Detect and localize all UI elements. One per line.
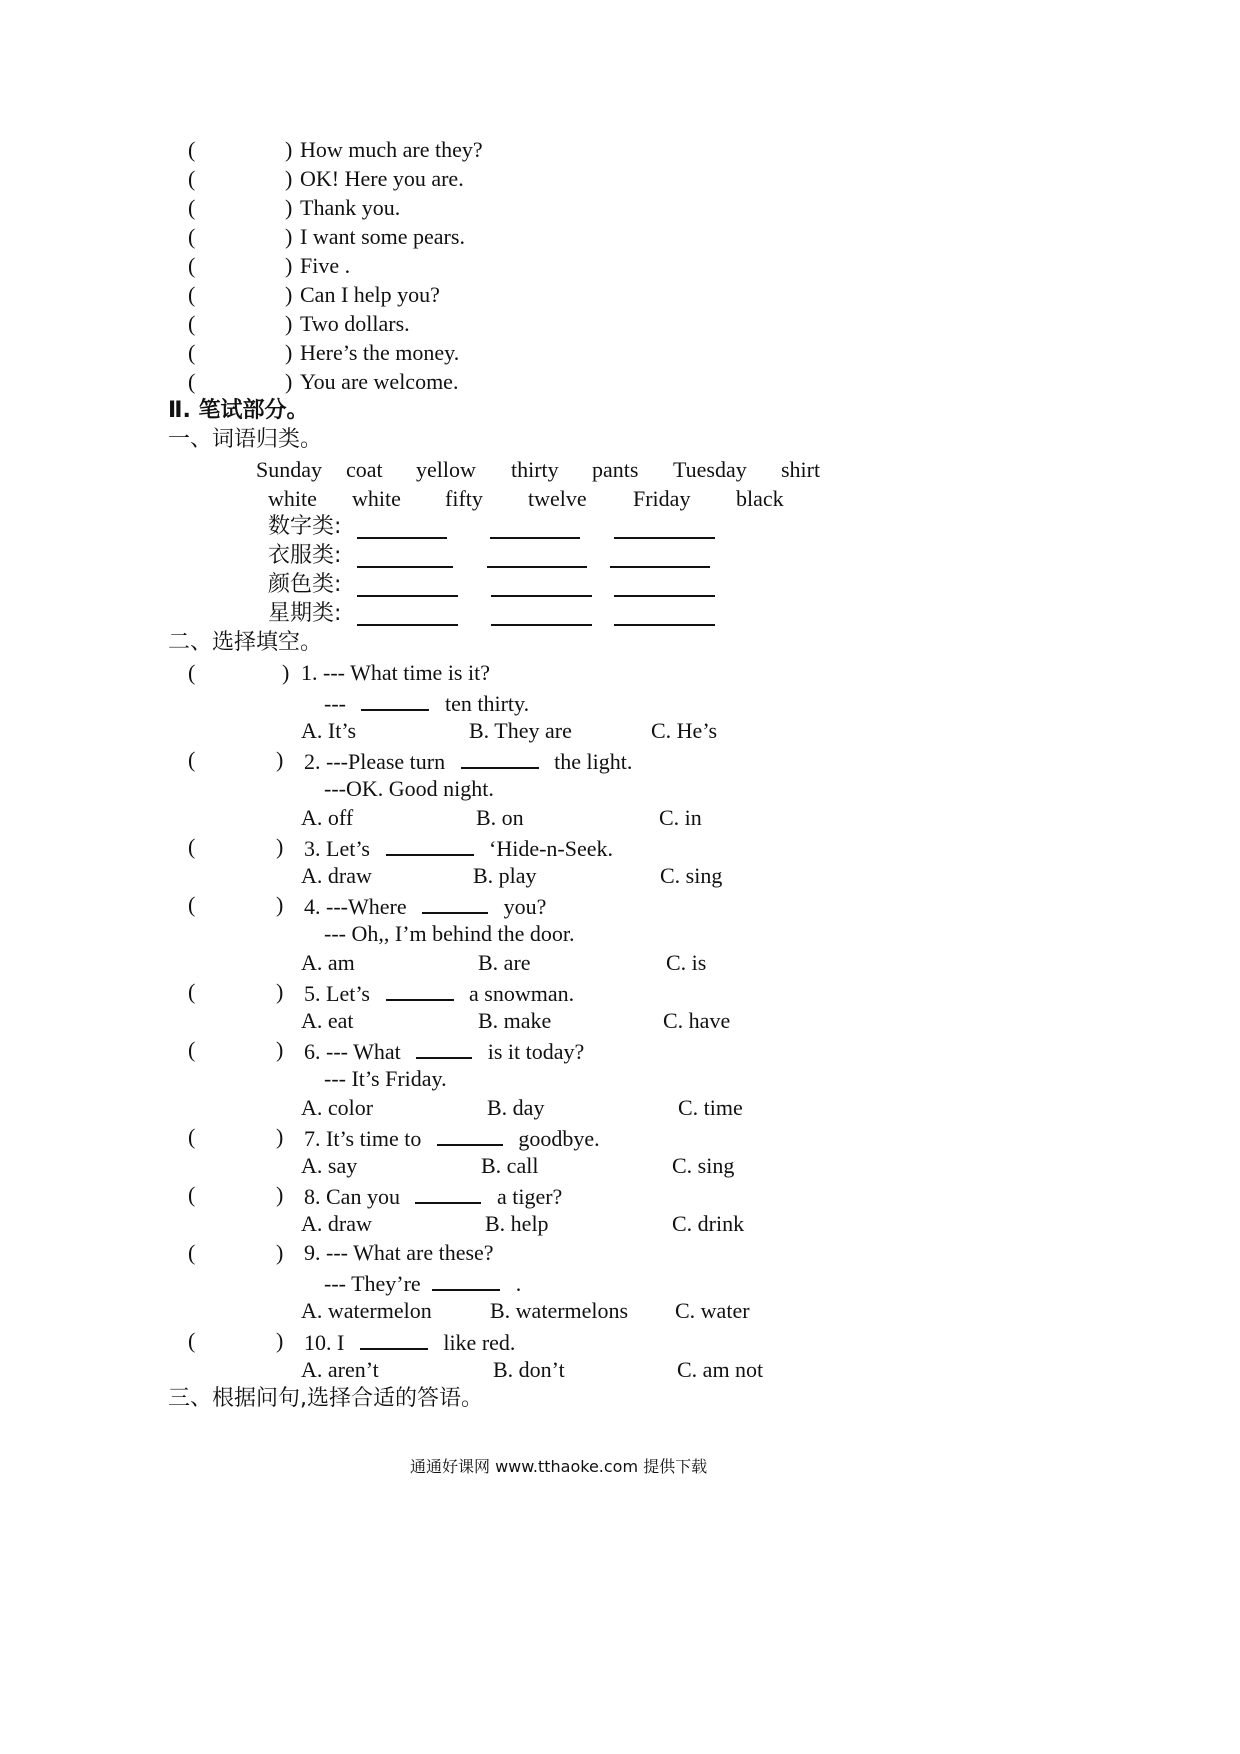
page-footer: 通通好课网 www.tthaoke.com 提供下载: [410, 1457, 708, 1476]
option-a: A. aren’t: [301, 1357, 379, 1382]
answer-paren-open: (: [188, 1240, 196, 1265]
answer-blank[interactable]: [491, 622, 592, 626]
answer-blank[interactable]: [461, 745, 539, 769]
part3-title: 三、根据问句,选择合适的答语。: [168, 1386, 483, 1411]
answer-blank[interactable]: [361, 687, 429, 711]
option-b: B. call: [481, 1153, 539, 1178]
option-a: A. eat: [301, 1008, 354, 1033]
answer-blank[interactable]: [357, 535, 447, 539]
answer-paren-close: ): [276, 892, 284, 917]
answer-paren-open: (: [188, 660, 196, 685]
option-a: A. draw: [301, 863, 372, 888]
question-text: 9. --- What are these?: [304, 1240, 494, 1265]
option-a: A. It’s: [301, 718, 356, 743]
question-text: 8. Can you a tiger?: [304, 1180, 562, 1212]
option-a: A. say: [301, 1153, 358, 1178]
answer-paren-close: ): [276, 1240, 284, 1265]
answer-paren-close: ): [285, 137, 293, 162]
ordering-sentence: Two dollars.: [300, 311, 410, 336]
answer-blank[interactable]: [432, 1267, 500, 1291]
option-b: B. day: [487, 1095, 545, 1120]
ordering-sentence: Can I help you?: [300, 282, 440, 307]
word-bank-item: white: [352, 486, 401, 511]
option-c: C. sing: [672, 1153, 735, 1178]
question-number: 4.: [304, 894, 321, 919]
question-number: 2.: [304, 749, 321, 774]
answer-paren-close: ): [276, 1124, 284, 1149]
answer-paren-open: (: [188, 137, 196, 162]
option-a: A. off: [301, 805, 354, 830]
answer-paren-open: (: [188, 340, 196, 365]
answer-paren-open: (: [188, 747, 196, 772]
question-text: 7. It’s time to goodbye.: [304, 1122, 600, 1154]
answer-paren-open: (: [188, 1124, 196, 1149]
answer-paren-open: (: [188, 253, 196, 278]
category-label: 衣服类:: [268, 543, 342, 568]
question-prompt: --- What time is it?: [323, 660, 490, 685]
answer-paren-close: ): [285, 311, 293, 336]
word-bank-item: Friday: [633, 486, 691, 511]
option-a: A. am: [301, 950, 355, 975]
question-number: 10.: [304, 1330, 332, 1355]
option-c: C. water: [675, 1298, 750, 1323]
answer-blank[interactable]: [415, 1180, 481, 1204]
question-number: 8.: [304, 1184, 321, 1209]
answer-paren-open: (: [188, 1037, 196, 1062]
answer-blank[interactable]: [487, 564, 587, 568]
answer-paren-close: ): [276, 1037, 284, 1062]
answer-paren-open: (: [188, 834, 196, 859]
answer-blank[interactable]: [491, 593, 592, 597]
ordering-sentence: Thank you.: [300, 195, 401, 220]
answer-paren-close: ): [285, 195, 293, 220]
answer-blank[interactable]: [614, 622, 715, 626]
word-bank-item: fifty: [445, 486, 483, 511]
word-bank-item: pants: [592, 457, 639, 482]
question-number: 5.: [304, 981, 321, 1006]
category-label: 星期类:: [268, 601, 342, 626]
answer-paren-open: (: [188, 979, 196, 1004]
question-reply: --- ten thirty.: [324, 687, 529, 719]
answer-blank[interactable]: [490, 535, 580, 539]
option-c: C. He’s: [651, 718, 717, 743]
answer-blank[interactable]: [610, 564, 710, 568]
answer-blank[interactable]: [386, 832, 474, 856]
question-number: 1.: [301, 660, 318, 685]
word-bank-item: Sunday: [256, 457, 322, 482]
word-bank-item: coat: [346, 457, 383, 482]
answer-paren-open: (: [188, 311, 196, 336]
answer-paren-open: (: [188, 224, 196, 249]
question-number: 6.: [304, 1039, 321, 1064]
answer-paren-open: (: [188, 892, 196, 917]
word-bank-item: yellow: [416, 457, 476, 482]
option-b: B. make: [478, 1008, 552, 1033]
option-a: A. draw: [301, 1211, 372, 1236]
answer-blank[interactable]: [386, 977, 454, 1001]
answer-paren-close: ): [276, 979, 284, 1004]
answer-paren-close: ): [285, 224, 293, 249]
ordering-sentence: OK! Here you are.: [300, 166, 464, 191]
answer-paren-open: (: [188, 1328, 196, 1353]
category-label: 颜色类:: [268, 572, 342, 597]
answer-blank[interactable]: [416, 1035, 472, 1059]
question-text: [301, 658, 490, 688]
ordering-sentence: Here’s the money.: [300, 340, 460, 365]
option-b: B. are: [478, 950, 531, 975]
word-bank-item: shirt: [781, 457, 821, 482]
answer-paren-open: (: [188, 1182, 196, 1207]
option-b: B. watermelons: [490, 1298, 629, 1323]
answer-paren-open: (: [188, 282, 196, 307]
answer-blank[interactable]: [357, 564, 453, 568]
answer-paren-close: ): [285, 166, 293, 191]
option-c: C. in: [659, 805, 702, 830]
option-b: B. play: [473, 863, 537, 888]
answer-blank[interactable]: [357, 622, 458, 626]
option-c: C. am not: [677, 1357, 764, 1382]
ordering-sentence: How much are they?: [300, 137, 483, 162]
answer-paren-open: (: [188, 369, 196, 394]
question-number: 7.: [304, 1126, 321, 1151]
question-text: 6. --- What is it today?: [304, 1035, 584, 1067]
ordering-sentence: I want some pears.: [300, 224, 465, 249]
question-text: 10. I like red.: [304, 1326, 515, 1358]
answer-blank[interactable]: [437, 1122, 503, 1146]
question-reply: --- Oh,, I’m behind the door.: [324, 921, 575, 946]
option-b: B. don’t: [493, 1357, 565, 1382]
answer-blank[interactable]: [360, 1326, 428, 1350]
answer-paren-close: ): [285, 369, 293, 394]
option-a: A. watermelon: [301, 1298, 432, 1323]
ordering-sentence: Five .: [300, 253, 351, 278]
question-reply: --- It’s Friday.: [324, 1066, 447, 1091]
answer-blank[interactable]: [357, 593, 458, 597]
word-bank-item: twelve: [528, 486, 587, 511]
category-label: 数字类:: [268, 514, 342, 539]
question-reply: --- They’re .: [324, 1267, 521, 1299]
question-number: 3.: [304, 836, 321, 861]
answer-blank[interactable]: [614, 593, 715, 597]
answer-paren-close: ): [285, 282, 293, 307]
answer-paren-close: ): [276, 1328, 284, 1353]
question-reply: ---OK. Good night.: [324, 776, 494, 801]
question-text: 3. Let’s ‘Hide-n-Seek.: [304, 832, 613, 864]
answer-paren-close: ): [276, 747, 284, 772]
answer-paren-close: ): [282, 660, 290, 685]
word-bank-item: white: [268, 486, 317, 511]
option-c: C. have: [663, 1008, 731, 1033]
option-c: C. time: [678, 1095, 743, 1120]
word-bank-item: Tuesday: [673, 457, 747, 482]
answer-blank[interactable]: [614, 535, 715, 539]
option-b: B. They are: [469, 718, 572, 743]
answer-paren-close: ): [276, 1182, 284, 1207]
answer-blank[interactable]: [422, 890, 488, 914]
part1-title: 一、词语归类。: [168, 427, 323, 452]
option-a: A. color: [301, 1095, 374, 1120]
part2-title: 二、选择填空。: [168, 630, 323, 655]
word-bank-item: black: [736, 486, 784, 511]
option-c: C. sing: [660, 863, 723, 888]
answer-paren-close: ): [276, 834, 284, 859]
ordering-sentence: You are welcome.: [300, 369, 459, 394]
question-text: 4. ---Where you?: [304, 890, 546, 922]
question-text: 5. Let’s a snowman.: [304, 977, 574, 1009]
answer-paren-open: (: [188, 195, 196, 220]
word-bank-item: thirty: [511, 457, 559, 482]
option-c: C. drink: [672, 1211, 745, 1236]
answer-paren-close: ): [285, 253, 293, 278]
section-heading: Ⅱ. 笔试部分。: [168, 398, 309, 423]
question-number: 9.: [304, 1240, 321, 1265]
option-b: B. on: [476, 805, 524, 830]
option-c: C. is: [666, 950, 707, 975]
question-text: 2. ---Please turn the light.: [304, 745, 632, 777]
option-b: B. help: [485, 1211, 549, 1236]
answer-paren-close: ): [285, 340, 293, 365]
answer-paren-open: (: [188, 166, 196, 191]
